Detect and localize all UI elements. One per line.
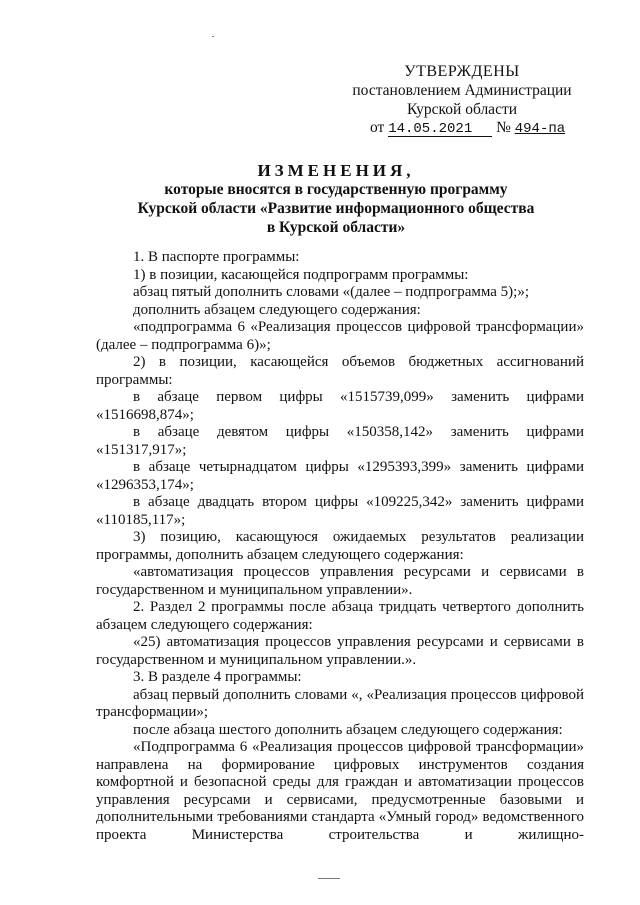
paragraph: 1. В паспорте программы: xyxy=(133,249,300,265)
paragraph: «Подпрограмма 6 «Реализация процессов цифровой трансформации» направлена на формирование цифровых инструментов создания комфортной и безопасной среды для граждан и автоматизации процессов управления ресурсами и сервисами, предусмотренные базовыми и дополнительными требованиями стандарта «Умный город» ведомственного проекта Министерства строительства и жилищно- xyxy=(96,739,584,843)
paragraph: после абзаца шестого дополнить абзацем следующего содержания: xyxy=(133,721,563,738)
paragraph: 2) в позиции, касающейся объемов бюджетных ассигнований программы: xyxy=(96,354,584,388)
heading-line: которые вносятся в государственную программу xyxy=(164,181,508,198)
paragraph: 3. В разделе 4 программы: xyxy=(133,669,302,685)
paragraph: дополнить абзацем следующего содержания: xyxy=(133,301,421,318)
paragraph: абзац первый дополнить словами «, «Реализация процессов цифровой трансформации»; xyxy=(96,686,584,720)
approval-date-line xyxy=(370,119,565,137)
paragraph: «автоматизация процессов управления ресурсами и сервисами в государственном и муниципальном управлении». xyxy=(96,564,584,598)
paragraph: абзац пятый дополнить словами «(далее – подпрограмма 5);»; xyxy=(133,284,529,300)
heading-title: ИЗМЕНЕНИЯ, xyxy=(257,161,415,180)
document-heading xyxy=(96,161,576,237)
paragraph: 3) позицию, касающуюся ожидаемых результатов реализации программы, дополнить абзацем следующего содержания: xyxy=(96,529,584,563)
paragraph: в абзаце двадцать втором цифры «109225,342» заменить цифрами «110185,117»; xyxy=(96,494,584,528)
document-body xyxy=(96,249,584,844)
scan-artifact xyxy=(212,36,214,37)
paragraph: 1) в позиции, касающейся подпрограмм программы: xyxy=(133,266,469,283)
number-prefix: № xyxy=(496,119,511,136)
approval-title: УТВЕРЖДЕНЫ xyxy=(404,63,520,80)
approval-line: Курской области xyxy=(406,101,518,118)
paragraph: 2. Раздел 2 программы после абзаца тридцать четвертого дополнить абзацем следующего содержания: xyxy=(96,599,584,633)
heading-line: в Курской области» xyxy=(266,219,406,236)
approval-number: 494-па xyxy=(514,121,566,137)
scan-artifact xyxy=(318,878,340,879)
date-prefix: от xyxy=(370,119,385,136)
heading-line: Курской области «Развитие информационного общества xyxy=(137,200,535,217)
approval-stamp xyxy=(342,62,582,119)
approval-line: постановлением Администрации xyxy=(352,82,572,99)
paragraph: в абзаце девятом цифры «150358,142» заменить цифрами «151317,917»; xyxy=(96,424,584,458)
paragraph: в абзаце четырнадцатом цифры «1295393,399» заменить цифрами «1296353,174»; xyxy=(96,459,584,493)
paragraph: «25) автоматизация процессов управления ресурсами и сервисами в государственном и муниципальном управлении.». xyxy=(96,634,584,668)
paragraph: «подпрограмма 6 «Реализация процессов цифровой трансформации» (далее – подпрограмма 6)»; xyxy=(96,319,584,353)
paragraph: в абзаце первом цифры «1515739,099» заменить цифрами «1516698,874»; xyxy=(96,389,584,423)
approval-date: 14.05.2021 xyxy=(388,122,492,137)
